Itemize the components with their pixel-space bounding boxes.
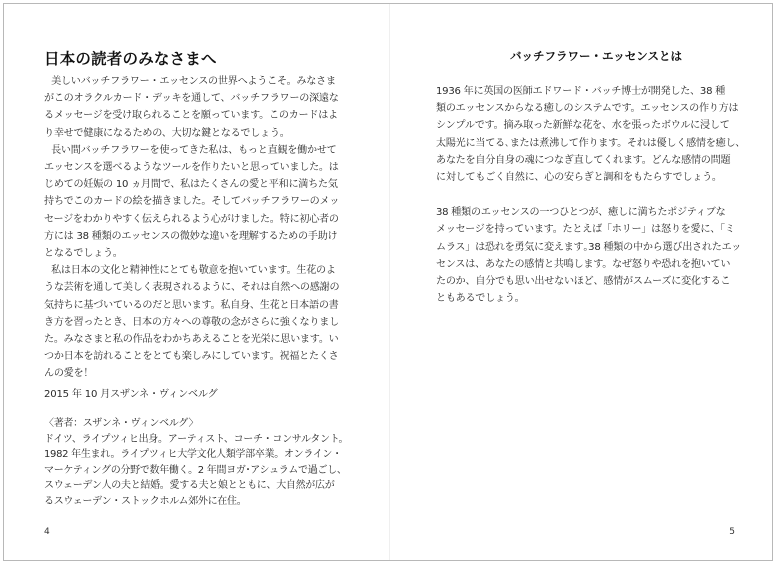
right-page-title: バッチフラワー・エッセンスとは <box>510 49 682 63</box>
text-line: うな芸術を通して美しく表現されるように、それは自然への感謝の <box>44 282 340 294</box>
text-line: 私は日本の文化と精神性にとても敬意を抱いています。生花のよ <box>51 265 336 277</box>
text-line: 38 種類のエッセンスの一つひとつが、癒しに満ちたポジティブな <box>436 207 726 219</box>
right-page-number: 5 <box>729 527 735 537</box>
text-line: エッセンスを選べるようなツールを作りたいと思っていました。は <box>44 162 339 174</box>
bio-line: 1982 年生まれ。ライプツィヒ大学文化人類学部卒業。オンライン・ <box>44 449 342 461</box>
text-line: 持ちでこのカードの絵を描きました。そしてバッチフラワーのメッ <box>44 196 340 208</box>
bio-line: マーケティングの分野で数年働く。2 年間ヨガ･アシュラムで過ごし、 <box>44 464 347 476</box>
right-page <box>389 4 773 560</box>
text-line: メッセージを持っています。たとえば「ホリー」は怒りを愛に、「ミ <box>436 224 735 236</box>
paragraph-gap <box>436 186 756 204</box>
text-line: 美しいバッチフラワー・エッセンスの世界へようこそ。みなさま <box>51 76 336 87</box>
left-page-title: 日本の読者のみなさまへ <box>44 50 217 68</box>
text-line: じめての妊娠の 10 ヵ月間で、私はたくさんの愛と平和に満ちた気 <box>44 179 338 191</box>
signature-date-line: 2015 年 10 月スザンネ・ヴィンベルグ <box>44 389 218 400</box>
text-line: シンプルです。摘み取った新鮮な花を、水を張ったボウルに浸して <box>436 120 730 132</box>
right-page-body <box>436 83 756 307</box>
text-line: 太陽光に当てる､または煮沸して作ります。それは優しく感情を癒し、 <box>436 137 746 149</box>
text-line: た。みなさまと私の作品をわかちあえることを光栄に思います。い <box>44 334 339 346</box>
text-line: 類のエッセンスからなる癒しのシステムです。エッセンスの作り方は <box>436 103 739 115</box>
text-line: となるでしょう。 <box>44 248 123 260</box>
text-line: がこのオラクルカード・デッキを通して、バッチフラワーの深遠な <box>44 93 339 105</box>
bio-line: るスウェーデン・ストックホルム郊外に在住。 <box>44 495 247 507</box>
text-line: ともあるでしょう。 <box>436 293 525 305</box>
text-line: き方を習ったとき、日本の方々への尊敬の念がさらに強くなりまし <box>44 316 339 328</box>
text-line: センスは、あなたの感情と共鳴します。なぜ怒りや恐れを抱いてい <box>436 258 731 270</box>
bio-line: スウェーデン人の夫と結婚。愛する夫と娘とともに、大自然が広が <box>44 480 335 492</box>
author-bio <box>44 416 374 510</box>
text-line: るメッセージを受け取られることを願っています。このカードはよ <box>44 110 338 122</box>
text-line: 気持ちに基づいているのだと思います。私自身、生花と日本語の書 <box>44 299 339 311</box>
bio-line: ドイツ、ライプツィヒ出身。アーティスト、コーチ・コンサルタント。 <box>44 433 349 445</box>
text-line: んの愛を！ <box>44 368 94 380</box>
text-line: 1936 年に英国の医師エドワード・バッチ博士が開発した、38 種 <box>436 86 726 97</box>
text-line: ムラス」は恐れを勇気に変えます｡38 種類の中から選び出されたエッ <box>436 241 742 253</box>
left-page-body <box>44 73 374 383</box>
text-line: つか日本を訪れることをとても楽しみにしています。祝福とたくさ <box>44 351 339 363</box>
text-line: あなたを自分自身の魂につなぎ直してくれます。どんな感情の問題 <box>436 154 731 166</box>
text-line: たのか、自分でも思い出せないほど、感情がスムーズに変化するこ <box>436 276 731 288</box>
text-line: 方には 38 種類のエッセンスの微妙な違いを理解するための手助け <box>44 230 338 242</box>
left-page-number: 4 <box>44 527 50 537</box>
text-line: セージをわかりやすく伝えられるよう心がけました。特に初心者の <box>44 213 339 225</box>
left-page <box>4 4 389 560</box>
text-line: 長い間バッチフラワーを使ってきた私は、もっと直観を働かせて <box>51 144 337 156</box>
text-line: に対してもごく自然に、心の安らぎと調和をもたらすでしょう。 <box>436 172 722 184</box>
book-spread <box>3 3 773 561</box>
bio-heading: 〈著者：スザンネ・ヴィンベルグ〉 <box>44 418 199 429</box>
text-line: り幸せで健康になるための、大切な鍵となるでしょう。 <box>44 127 290 139</box>
